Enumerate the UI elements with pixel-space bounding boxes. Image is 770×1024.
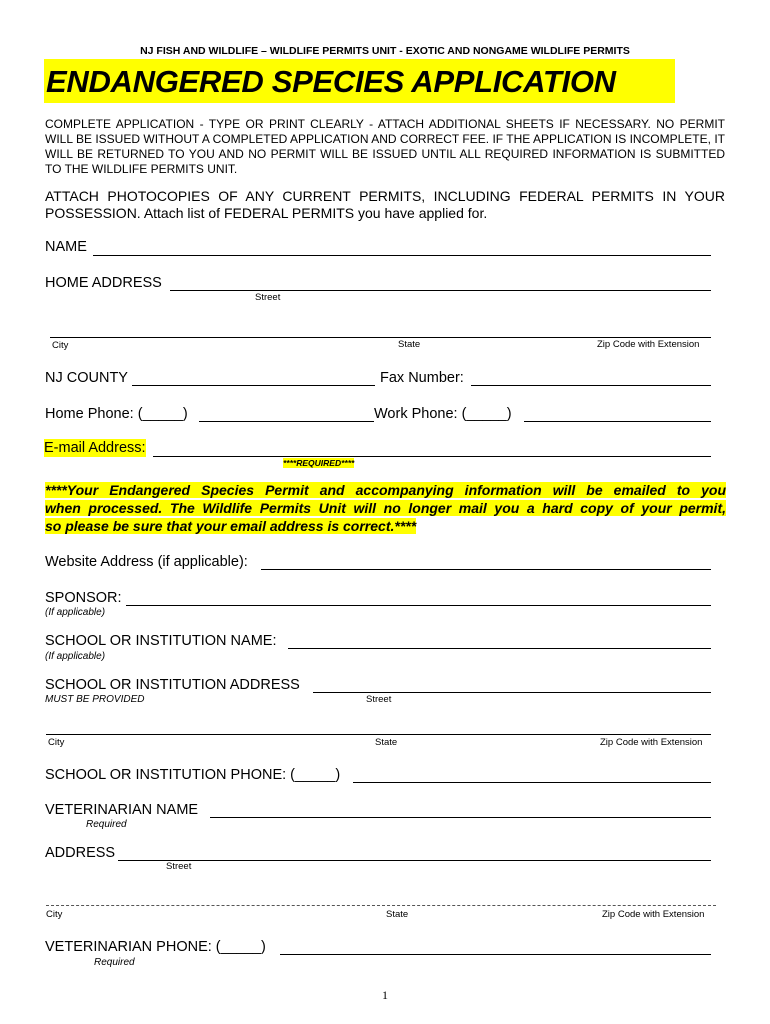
work-phone-label: Work Phone: (_____): [374, 406, 512, 422]
vet-state-caption: State: [386, 909, 409, 920]
school-name-label: SCHOOL OR INSTITUTION NAME:: [45, 633, 277, 649]
school-state-caption: State: [375, 737, 398, 748]
home-address-label: HOME ADDRESS: [45, 275, 162, 291]
vet-city-state-zip-field[interactable]: [46, 905, 716, 906]
school-name-field[interactable]: [288, 648, 711, 649]
school-city-state-zip-field[interactable]: [46, 734, 711, 735]
vet-name-required: Required: [86, 819, 127, 830]
school-city-caption: City: [48, 737, 65, 748]
attach-permits-note: ATTACH PHOTOCOPIES OF ANY CURRENT PERMITS, INCLUDING FEDERAL PERMITS IN YOUR POSSESSION. Attach list of FEDERAL PERMITS you have applied for.: [45, 188, 725, 221]
school-zip-caption: Zip Code with Extension: [600, 737, 703, 748]
vet-street-caption: Street: [166, 861, 192, 872]
work-phone-field[interactable]: [524, 421, 711, 422]
fax-field[interactable]: [471, 385, 711, 386]
email-label: E-mail Address:: [44, 440, 146, 456]
vet-phone-required: Required: [94, 957, 135, 968]
home-city-state-zip-field[interactable]: [50, 337, 711, 338]
school-address-must-be-provided: MUST BE PROVIDED: [45, 694, 145, 705]
home-phone-field[interactable]: [199, 421, 374, 422]
school-name-if-applicable: (If applicable): [45, 651, 106, 662]
email-required-note: ****REQUIRED****: [283, 458, 355, 468]
notice-line-1: ****Your Endangered Species Permit and accompanying information will be emailed to you: [45, 482, 726, 498]
form-title: ENDANGERED SPECIES APPLICATION: [44, 59, 675, 103]
sponsor-label: SPONSOR:: [45, 590, 122, 606]
vet-street-field[interactable]: [118, 860, 711, 861]
vet-name-label: VETERINARIAN NAME: [45, 802, 199, 818]
home-state-caption: State: [398, 339, 421, 350]
sponsor-if-applicable: (If applicable): [45, 607, 106, 618]
vet-phone-field[interactable]: [280, 954, 711, 955]
website-label: Website Address (if applicable):: [45, 554, 248, 570]
home-phone-label: Home Phone: (_____): [45, 406, 188, 422]
vet-phone-label: VETERINARIAN PHONE: (_____): [45, 939, 266, 955]
school-phone-field[interactable]: [353, 782, 711, 783]
vet-city-caption: City: [46, 909, 63, 920]
sponsor-field[interactable]: [126, 605, 711, 606]
home-street-field[interactable]: [170, 290, 711, 291]
school-phone-label: SCHOOL OR INSTITUTION PHONE: (_____): [45, 767, 341, 783]
instructions-text: COMPLETE APPLICATION - TYPE OR PRINT CLEARLY - ATTACH ADDITIONAL SHEETS IF NECESSARY. NO PERMIT WILL BE ISSUED WITHOUT A COMPLETED APPLICATION AND CORRECT FEE. IF THE APPLICATION IS INCOMPLETE, IT WILL BE RETURNED TO YOU AND NO PERMIT WILL BE ISSUED UNTIL ALL REQUIRED INFORMATION IS SUBMITTED TO THE WILDLIFE PERMITS UNIT.: [45, 117, 725, 176]
school-address-label: SCHOOL OR INSTITUTION ADDRESS: [45, 677, 300, 693]
home-city-caption: City: [52, 340, 69, 351]
notice-line-3: so please be sure that your email address is correct.****: [45, 518, 417, 534]
name-field[interactable]: [93, 255, 711, 256]
notice-line-2: when processed. The Wildlife Permits Unit will no longer mail you a hard copy of your permit,: [45, 500, 726, 516]
nj-county-field[interactable]: [132, 385, 375, 386]
page-number: 1: [382, 988, 388, 1002]
home-street-caption: Street: [255, 292, 281, 303]
home-zip-caption: Zip Code with Extension: [597, 339, 700, 350]
nj-county-label: NJ COUNTY: [45, 370, 128, 386]
vet-address-label: ADDRESS: [45, 845, 116, 861]
school-street-caption: Street: [366, 694, 392, 705]
email-notice: [45, 481, 726, 535]
form-header: NJ FISH AND WILDLIFE – WILDLIFE PERMITS UNIT - EXOTIC AND NONGAME WILDLIFE PERMITS: [140, 45, 630, 57]
email-field[interactable]: [153, 456, 711, 457]
website-field[interactable]: [261, 569, 711, 570]
name-label: NAME: [45, 239, 87, 255]
vet-zip-caption: Zip Code with Extension: [602, 909, 705, 920]
school-street-field[interactable]: [313, 692, 711, 693]
fax-label: Fax Number:: [380, 370, 464, 386]
vet-name-field[interactable]: [210, 817, 711, 818]
